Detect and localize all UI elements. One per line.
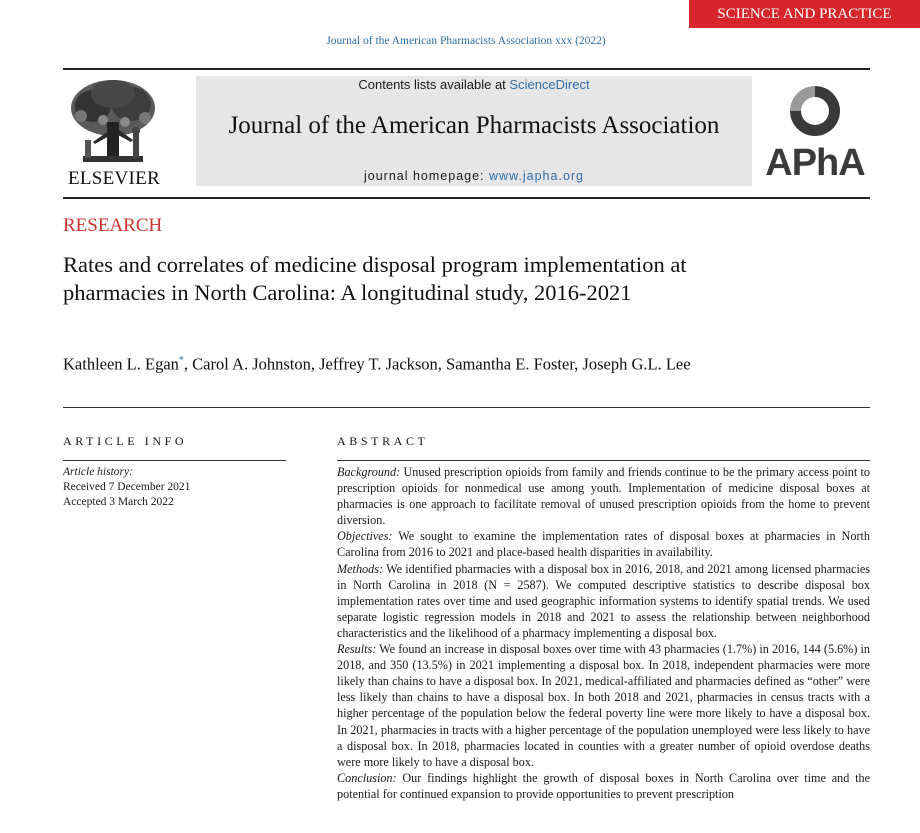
abstract-section xyxy=(337,561,870,641)
abstract-section-text: We found an increase in disposal boxes over time with 43 pharmacies (1.7%) in 2016, 144 (5.6%) in 2018, and 350 (13.5%) in 2021 implementing a disposal box. In 2018, independent pharmacies were more likely than chains to have a disposal box. In 2021, medical-affiliated and pharmacies defined as “other” were less likely than chains to have a disposal box. In both 2018 and 2021, pharmacies in census tracts with a higher percentage of the population below the federal poverty line were more likely to have a disposal box. In 2021, pharmacies in tracts with a higher percentage of the population unemployed were less likely to have a disposal box. In 2018, pharmacies located in counties with a greater number of opioid overdose deaths were more likely to have a disposal box. xyxy=(337,642,870,769)
homepage-line xyxy=(196,169,752,183)
author-name[interactable]: Kathleen L. Egan xyxy=(63,354,179,374)
publisher-name: ELSEVIER xyxy=(67,168,161,189)
section-rule xyxy=(63,407,870,408)
society-mark-icon xyxy=(786,82,844,140)
section-tag: SCIENCE AND PRACTICE xyxy=(689,0,920,28)
article-info-heading: ARTICLE INFO xyxy=(63,434,188,448)
abstract-section-text: We sought to examine the implementation rates of disposal boxes at pharmacies in North Carolina from 2016 to 2021 and place-based health disparities in availability. xyxy=(337,529,870,560)
article-title: Rates and correlates of medicine disposal program implementation at pharmacies in North Carolina: A longitudinal study, 2016-2021 xyxy=(63,252,687,305)
abstract-section-label: Conclusion: xyxy=(337,770,397,785)
abstract-body xyxy=(337,464,870,802)
corresponding-author-mark[interactable]: * xyxy=(178,355,184,366)
abstract-section xyxy=(337,641,870,770)
article-history xyxy=(63,465,286,510)
abstract-rule xyxy=(337,460,870,461)
contents-prefix: Contents lists available at xyxy=(358,77,510,92)
article-info-rule xyxy=(63,460,286,461)
tree-icon xyxy=(63,76,163,168)
abstract-section-label: Methods: xyxy=(337,561,384,576)
abstract-heading: ABSTRACT xyxy=(337,434,429,448)
homepage-link[interactable]: www.japha.org xyxy=(489,169,585,183)
contents-line xyxy=(196,77,752,92)
sciencedirect-link[interactable]: ScienceDirect xyxy=(509,77,590,92)
author-list xyxy=(63,348,803,377)
accepted-date: Accepted 3 March 2022 xyxy=(63,496,174,508)
abstract-section-text: Unused prescription opioids from family and friends continue to be the primary access point to prescription opioids for nonmedical use among youth. Implementation of medicine disposal boxes at pharmacies is one approach to facilitate removal of unused prescription opioids from the home to prevent diversion. xyxy=(337,465,870,528)
society-logo-text: APhA xyxy=(765,142,865,184)
homepage-prefix: journal homepage: xyxy=(363,169,490,183)
header-rule-top xyxy=(63,68,870,70)
society-logo xyxy=(760,82,870,186)
journal-name: Journal of the American Pharmacists Association xyxy=(228,112,720,139)
received-date: Received 7 December 2021 xyxy=(63,481,191,493)
abstract-section-label: Background: xyxy=(337,465,401,479)
abstract-section xyxy=(337,770,870,802)
abstract-section-text: We identified pharmacies with a disposal box in 2016, 2018, and 2021 among licensed pharmacies in North Carolina in 2018 (N = 2587). We computed descriptive statistics to describe disposal box implementation rates over time and used geographic information systems to identify spatial trends. We used separate logistic regression models in 2018 and 2021 to assess the relationship between neighborhood characteristics and the likelihood of a pharmacy implementing a disposal box. xyxy=(337,561,870,640)
other-authors: , Carol A. Johnston, Jeffrey T. Jackson, Samantha E. Foster, Joseph G.L. Lee xyxy=(183,354,691,374)
abstract-section-label: Results: xyxy=(337,642,377,657)
abstract-section xyxy=(337,528,870,560)
article-type: RESEARCH xyxy=(63,215,163,236)
header-rule-bottom xyxy=(63,197,870,199)
running-head[interactable]: Journal of the American Pharmacists Association xxx (2022) xyxy=(326,35,606,47)
history-label: Article history: xyxy=(63,466,133,478)
abstract-section-label: Objectives: xyxy=(337,529,393,544)
abstract-section xyxy=(337,464,870,528)
abstract-section-text: Our findings highlight the growth of disposal boxes in North Carolina over time and the potential for continued expansion to provide opportunities to prevent prescription xyxy=(337,770,870,801)
journal-banner xyxy=(196,76,752,186)
